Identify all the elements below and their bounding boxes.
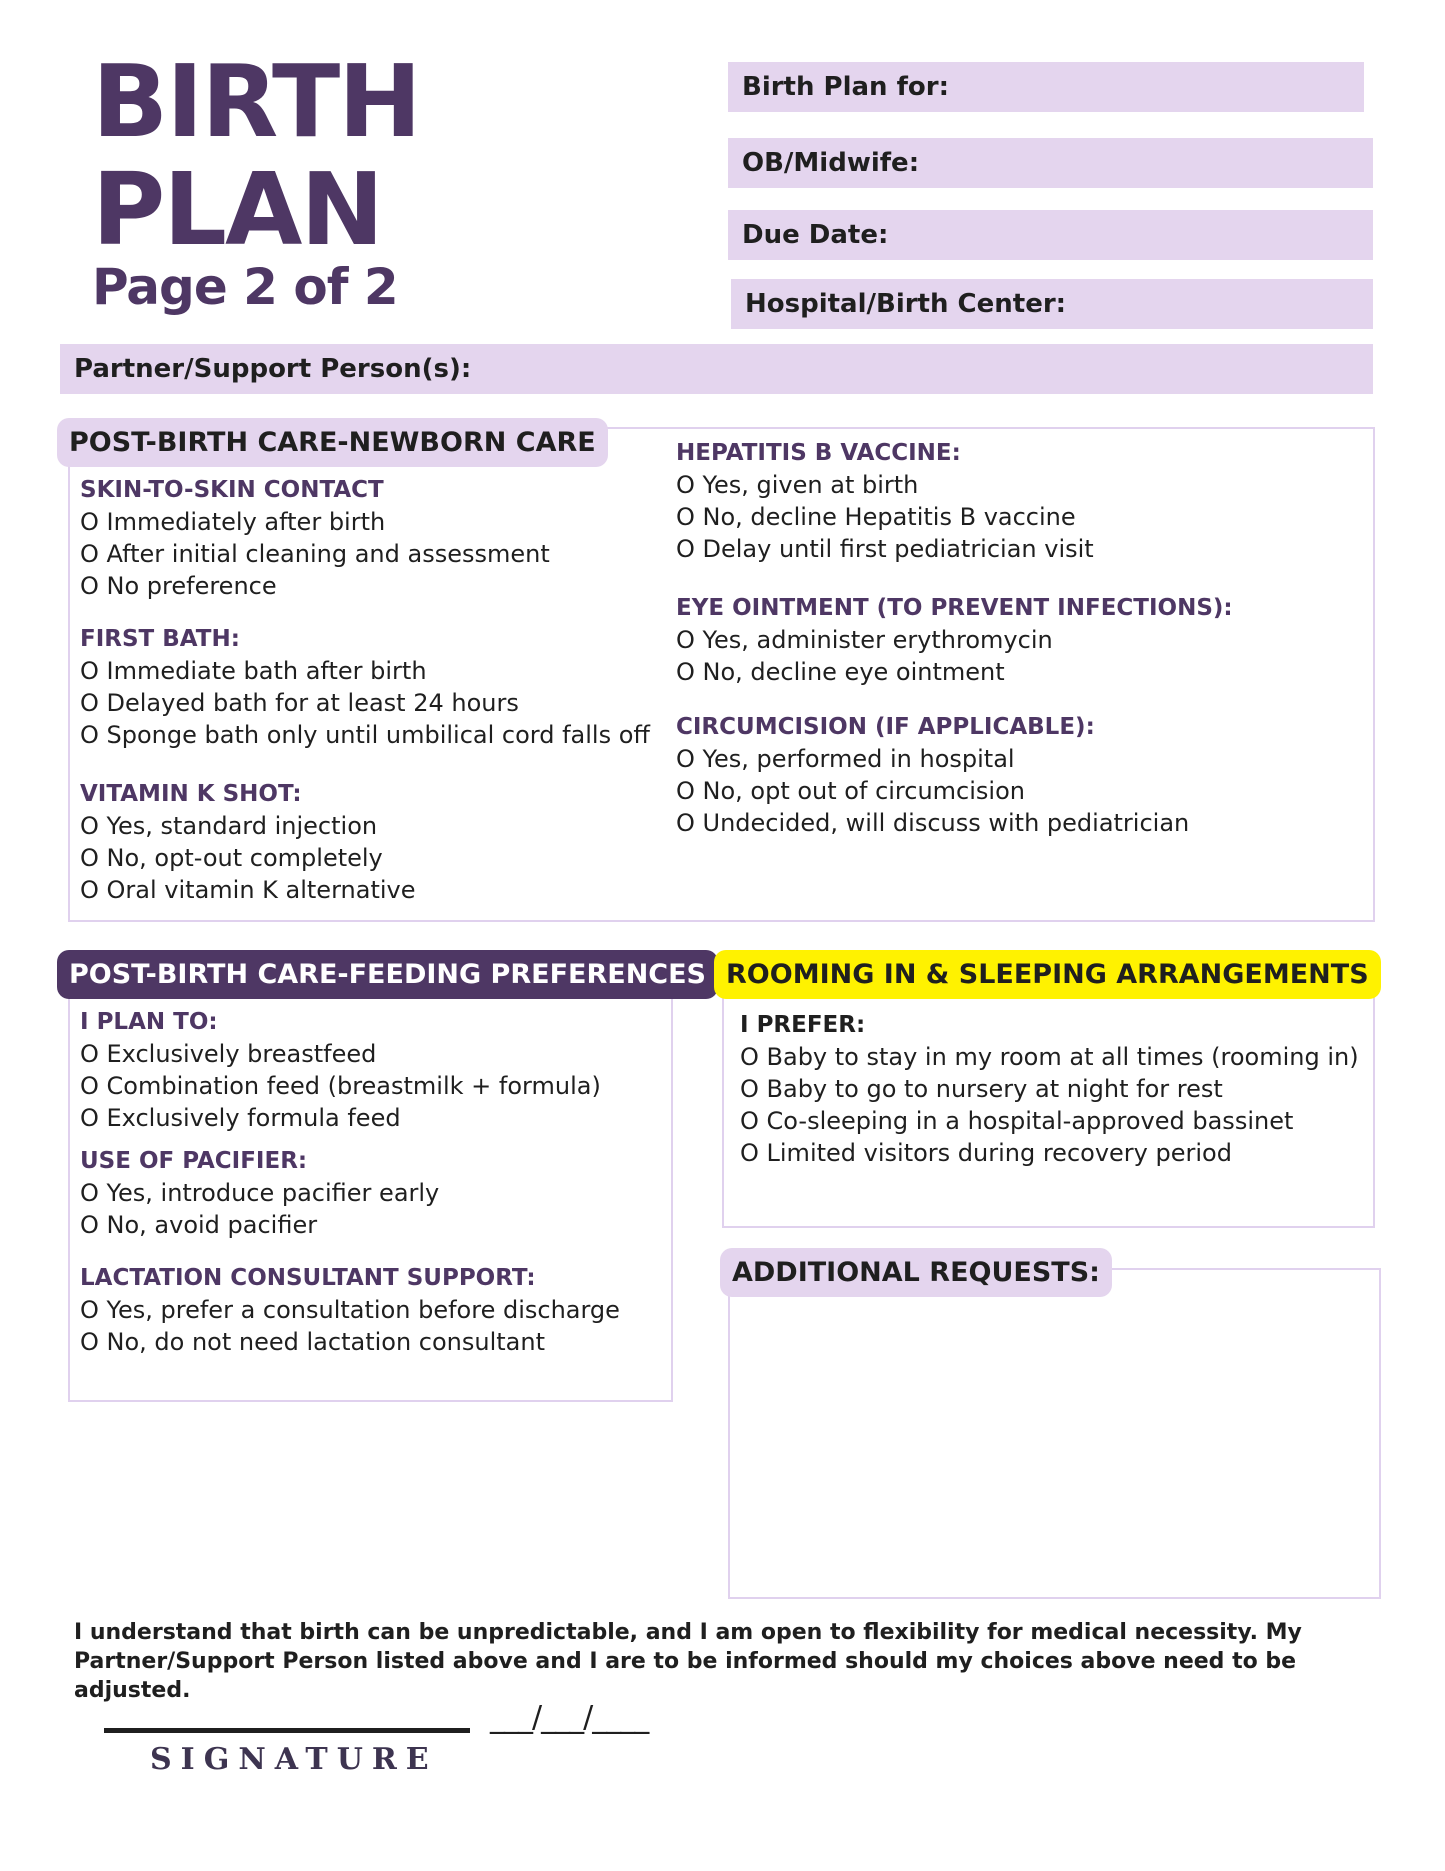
option[interactable]: O Yes, standard injection — [80, 812, 378, 840]
newborn-care-heading: POST-BIRTH CARE-NEWBORN CARE — [57, 418, 608, 467]
option[interactable]: O Baby to stay in my room at all times (rooming in) — [740, 1043, 1359, 1071]
option[interactable]: O Exclusively formula feed — [80, 1104, 401, 1132]
option[interactable]: O Undecided, will discuss with pediatrician — [676, 809, 1190, 837]
option[interactable]: O Delayed bath for at least 24 hours — [80, 689, 519, 717]
pacifier-title: USE OF PACIFIER: — [80, 1148, 308, 1174]
option[interactable]: O Combination feed (breastmilk + formula) — [80, 1072, 601, 1100]
signature-line[interactable] — [104, 1728, 470, 1733]
birth-plan-for-label: Birth Plan for: — [742, 72, 950, 102]
option[interactable]: O No, opt out of circumcision — [676, 777, 1025, 805]
vitamin-k-group — [80, 778, 415, 906]
lactation-title: LACTATION CONSULTANT SUPPORT: — [80, 1265, 536, 1291]
feeding-heading: POST-BIRTH CARE-FEEDING PREFERENCES — [57, 950, 718, 999]
due-date-label: Due Date: — [742, 220, 889, 250]
first-bath-title: FIRST BATH: — [80, 626, 240, 652]
option[interactable]: O Delay until first pediatrician visit — [676, 535, 1094, 563]
plan-group — [80, 1006, 601, 1134]
option[interactable]: O After initial cleaning and assessment — [80, 540, 550, 568]
circumcision-title: CIRCUMCISION (IF APPLICABLE): — [676, 714, 1095, 740]
hospital-label: Hospital/Birth Center: — [745, 289, 1067, 319]
title-birth: BIRTH — [92, 43, 420, 160]
option[interactable]: O Yes, performed in hospital — [676, 745, 1015, 773]
option[interactable]: O Sponge bath only until umbilical cord falls off — [80, 721, 650, 749]
page-label: Page 2 of 2 — [92, 258, 398, 316]
skin-to-skin-title: SKIN-TO-SKIN CONTACT — [80, 477, 384, 503]
option[interactable]: O Yes, prefer a consultation before discharge — [80, 1296, 620, 1324]
option[interactable]: O Oral vitamin K alternative — [80, 876, 416, 904]
partner-label: Partner/Support Person(s): — [74, 354, 472, 384]
skin-to-skin-group — [80, 474, 550, 602]
additional-requests-heading: ADDITIONAL REQUESTS: — [720, 1248, 1112, 1297]
hospital-field[interactable] — [731, 279, 1373, 329]
option[interactable]: O Immediate bath after birth — [80, 657, 427, 685]
circumcision-group — [676, 711, 1189, 839]
option[interactable]: O No, avoid pacifier — [80, 1211, 318, 1239]
option[interactable]: O Exclusively breastfeed — [80, 1040, 377, 1068]
hep-b-group — [676, 437, 1094, 565]
option[interactable]: O No, do not need lactation consultant — [80, 1328, 545, 1356]
ob-midwife-label: OB/Midwife: — [742, 148, 920, 178]
birth-plan-for-field[interactable] — [728, 62, 1364, 112]
option[interactable]: O Co-sleeping in a hospital-approved bassinet — [740, 1107, 1294, 1135]
option[interactable]: O Baby to go to nursery at night for rest — [740, 1075, 1223, 1103]
additional-requests-box[interactable] — [728, 1268, 1381, 1599]
vitamin-k-title: VITAMIN K SHOT: — [80, 781, 302, 807]
option[interactable]: O Limited visitors during recovery period — [740, 1139, 1232, 1167]
option[interactable]: O No, decline eye ointment — [676, 658, 1005, 686]
date-line[interactable]: ___/___/____ — [490, 1700, 649, 1735]
rooming-group — [740, 1009, 1359, 1169]
title-plan: PLAN — [92, 151, 383, 268]
signature-label: SIGNATURE — [150, 1742, 438, 1777]
option[interactable]: O Yes, given at birth — [676, 471, 919, 499]
eye-ointment-title: EYE OINTMENT (TO PREVENT INFECTIONS): — [676, 595, 1233, 621]
ob-midwife-field[interactable] — [728, 138, 1373, 188]
partner-field[interactable] — [60, 344, 1373, 394]
lactation-group — [80, 1262, 620, 1358]
option[interactable]: O No preference — [80, 572, 277, 600]
rooming-title: I PREFER: — [740, 1012, 866, 1038]
option[interactable]: O No, opt-out completely — [80, 844, 383, 872]
eye-ointment-group — [676, 592, 1233, 688]
pacifier-group — [80, 1145, 439, 1241]
hep-b-title: HEPATITIS B VACCINE: — [676, 440, 961, 466]
rooming-heading: ROOMING IN & SLEEPING ARRANGEMENTS — [714, 950, 1381, 999]
due-date-field[interactable] — [728, 210, 1373, 260]
consent-statement — [74, 1618, 1394, 1705]
option[interactable]: O Immediately after birth — [80, 508, 386, 536]
option[interactable]: O Yes, introduce pacifier early — [80, 1179, 440, 1207]
option[interactable]: O No, decline Hepatitis B vaccine — [676, 503, 1076, 531]
plan-title: I PLAN TO: — [80, 1009, 218, 1035]
consent-line-2: Partner/Support Person listed above and I are to be informed should my choices above need to be adjusted. — [74, 1649, 1297, 1703]
option[interactable]: O Yes, administer erythromycin — [676, 626, 1053, 654]
consent-line-1: I understand that birth can be unpredictable, and I am open to flexibility for medical necessity. My — [74, 1620, 1302, 1645]
first-bath-group — [80, 623, 650, 751]
